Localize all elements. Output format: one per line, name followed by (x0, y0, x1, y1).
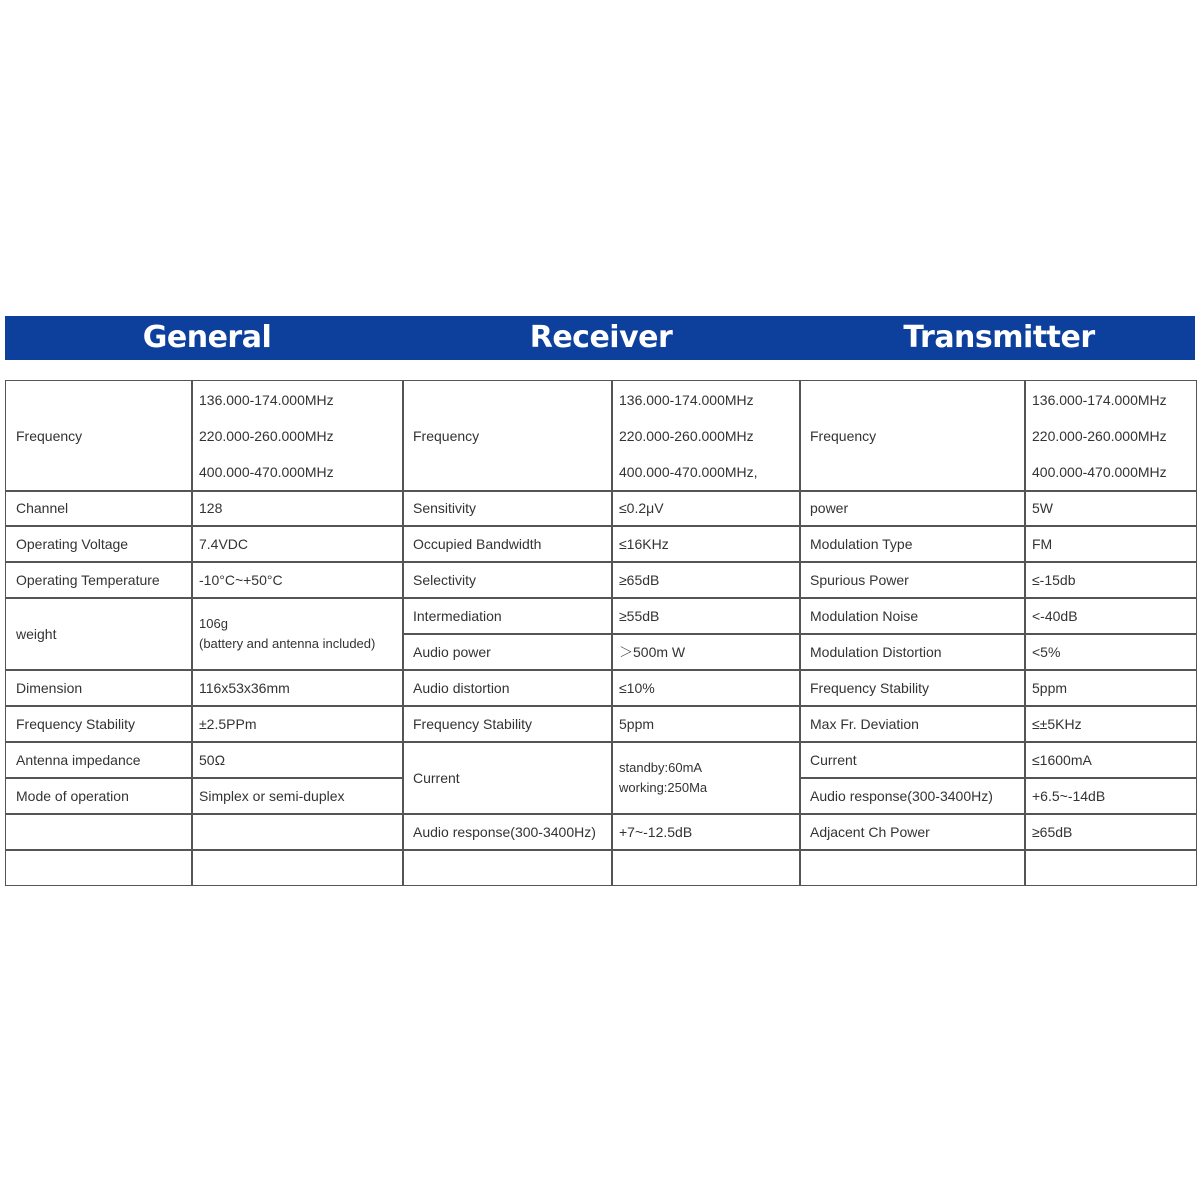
general-label-cell (5, 561, 193, 599)
transmitter-label-cell (799, 597, 1026, 635)
header-transmitter: Transmitter (903, 320, 1095, 355)
transmitter-label-cell (799, 633, 1026, 671)
receiver-value-cell (611, 741, 801, 815)
receiver-value-cell (611, 597, 801, 635)
spec-value: 220.000-260.000MHz (199, 427, 334, 444)
spec-value: +7~-12.5dB (619, 823, 693, 840)
general-label-cell (5, 490, 193, 527)
spec-label: Audio power (413, 643, 491, 660)
spec-value: ≤16KHz (619, 535, 669, 552)
spec-value: working:250Ma (619, 779, 708, 795)
spec-label: Modulation Distortion (810, 643, 942, 660)
transmitter-label-cell (799, 705, 1026, 743)
header-general: General (142, 320, 272, 355)
general-value-cell (191, 380, 404, 492)
spec-label: Mode of operation (16, 787, 129, 804)
receiver-label-cell (402, 561, 613, 599)
receiver-value-cell (611, 525, 801, 563)
spec-label: power (810, 500, 849, 517)
spec-value: ≥55dB (619, 607, 660, 624)
spec-value: ±2.5PPm (199, 715, 257, 732)
spec-label: weight (16, 625, 57, 642)
spec-value: 136.000-174.000MHz (1032, 391, 1167, 408)
spec-value: standby:60mA (619, 759, 703, 775)
general-value-cell (191, 597, 404, 671)
spec-value: 128 (199, 500, 223, 517)
receiver-label-cell (402, 669, 613, 707)
spec-label: Dimension (16, 679, 83, 696)
spec-value: 7.4VDC (199, 535, 249, 552)
section-header-bar (5, 316, 1195, 360)
spec-label: Current (810, 751, 857, 768)
receiver-value-cell (611, 669, 801, 707)
general-label-cell (5, 777, 193, 815)
spec-label: Frequency Stability (810, 679, 930, 696)
header-receiver: Receiver (529, 320, 673, 355)
transmitter-value-cell (1024, 525, 1197, 563)
receiver-label-cell (402, 633, 613, 671)
receiver-value-cell (611, 849, 801, 886)
transmitter-value-cell (1024, 561, 1197, 599)
spec-label: Antenna impedance (16, 751, 141, 768)
general-label-cell (5, 669, 193, 707)
general-value-cell (191, 705, 404, 743)
spec-value: 5ppm (619, 715, 655, 732)
spec-label: Frequency (16, 427, 83, 444)
receiver-label-cell (402, 490, 613, 527)
transmitter-label-cell (799, 561, 1026, 599)
spec-value: ≤1600mA (1032, 751, 1092, 768)
receiver-value-cell (611, 490, 801, 527)
spec-label: Current (413, 769, 460, 786)
receiver-value-cell (611, 380, 801, 492)
spec-label: Channel (16, 500, 69, 517)
transmitter-label-cell (799, 741, 1026, 779)
spec-label: Occupied Bandwidth (413, 535, 542, 552)
spec-value: 400.000-470.000MHz (1032, 463, 1167, 480)
spec-value: ＞500m W (619, 643, 686, 660)
spec-value: 400.000-470.000MHz, (619, 463, 758, 480)
general-value-cell (191, 741, 404, 779)
general-label-cell (5, 705, 193, 743)
spec-value: 50Ω (199, 751, 226, 768)
spec-label: Operating Voltage (16, 535, 129, 552)
general-label-cell (5, 380, 193, 492)
receiver-label-cell (402, 525, 613, 563)
receiver-label-cell (402, 597, 613, 635)
receiver-value-cell (611, 633, 801, 671)
spec-value: 220.000-260.000MHz (619, 427, 754, 444)
spec-label: Audio response(300-3400Hz) (413, 823, 596, 840)
spec-value: +6.5~-14dB (1032, 787, 1106, 804)
general-value-cell (191, 813, 404, 851)
general-label-cell (5, 849, 193, 886)
general-value-cell (191, 849, 404, 886)
spec-label: Frequency (413, 427, 480, 444)
spec-label: Max Fr. Deviation (810, 715, 919, 732)
receiver-value-cell (611, 705, 801, 743)
spec-value: 136.000-174.000MHz (199, 391, 334, 408)
general-value-cell (191, 561, 404, 599)
spec-value: ≥65dB (1032, 823, 1073, 840)
spec-value: ≤10% (619, 679, 655, 696)
spec-value: ≤0.2μV (619, 500, 664, 517)
general-label-cell (5, 597, 193, 671)
transmitter-label-cell (799, 490, 1026, 527)
transmitter-label-cell (799, 525, 1026, 563)
transmitter-label-cell (799, 849, 1026, 886)
transmitter-label-cell (799, 813, 1026, 851)
spec-value: ≥65dB (619, 571, 660, 588)
spec-value: Simplex or semi-duplex (199, 787, 345, 804)
spec-label: Intermediation (413, 607, 502, 624)
general-value-cell (191, 490, 404, 527)
general-value-cell (191, 777, 404, 815)
spec-label: Audio response(300-3400Hz) (810, 787, 993, 804)
general-label-cell (5, 813, 193, 851)
spec-value: 136.000-174.000MHz (619, 391, 754, 408)
spec-label: Frequency Stability (413, 715, 533, 732)
spec-value: 116x53x36mm (199, 679, 290, 696)
spec-value: 106g (199, 615, 228, 631)
spec-value: <-40dB (1032, 607, 1078, 624)
spec-value: 5W (1032, 500, 1053, 517)
transmitter-label-cell (799, 380, 1026, 492)
spec-label: Audio distortion (413, 679, 510, 696)
receiver-label-cell (402, 741, 613, 815)
spec-label: Adjacent Ch Power (810, 823, 930, 840)
general-value-cell (191, 525, 404, 563)
spec-value: ≤-15db (1032, 571, 1076, 588)
transmitter-value-cell (1024, 777, 1197, 815)
spec-label: Sensitivity (413, 500, 477, 517)
spec-value: 220.000-260.000MHz (1032, 427, 1167, 444)
general-label-cell (5, 525, 193, 563)
transmitter-label-cell (799, 777, 1026, 815)
receiver-label-cell (402, 813, 613, 851)
transmitter-value-cell (1024, 813, 1197, 851)
transmitter-value-cell (1024, 669, 1197, 707)
transmitter-value-cell (1024, 633, 1197, 671)
spec-value: 400.000-470.000MHz (199, 463, 334, 480)
spec-value: FM (1032, 535, 1053, 552)
spec-value: -10°C~+50°C (199, 571, 283, 588)
spec-label: Operating Temperature (16, 571, 160, 588)
general-value-cell (191, 669, 404, 707)
transmitter-label-cell (799, 669, 1026, 707)
spec-value: 5ppm (1032, 679, 1068, 696)
receiver-label-cell (402, 849, 613, 886)
spec-label: Frequency Stability (16, 715, 136, 732)
spec-label: Selectivity (413, 571, 477, 588)
transmitter-value-cell (1024, 380, 1197, 492)
spec-label: Spurious Power (810, 571, 909, 588)
spec-label: Modulation Noise (810, 607, 919, 624)
spec-value: <5% (1032, 643, 1061, 660)
spec-label: Frequency (810, 427, 877, 444)
receiver-label-cell (402, 380, 613, 492)
transmitter-value-cell (1024, 597, 1197, 635)
transmitter-value-cell (1024, 741, 1197, 779)
receiver-value-cell (611, 561, 801, 599)
general-label-cell (5, 741, 193, 779)
spec-value: (battery and antenna included) (199, 635, 376, 651)
transmitter-value-cell (1024, 849, 1197, 886)
spec-table (5, 380, 1195, 884)
transmitter-value-cell (1024, 705, 1197, 743)
receiver-label-cell (402, 705, 613, 743)
spec-value: ≤±5KHz (1032, 715, 1082, 732)
transmitter-value-cell (1024, 490, 1197, 527)
spec-label: Modulation Type (810, 535, 913, 552)
receiver-value-cell (611, 813, 801, 851)
